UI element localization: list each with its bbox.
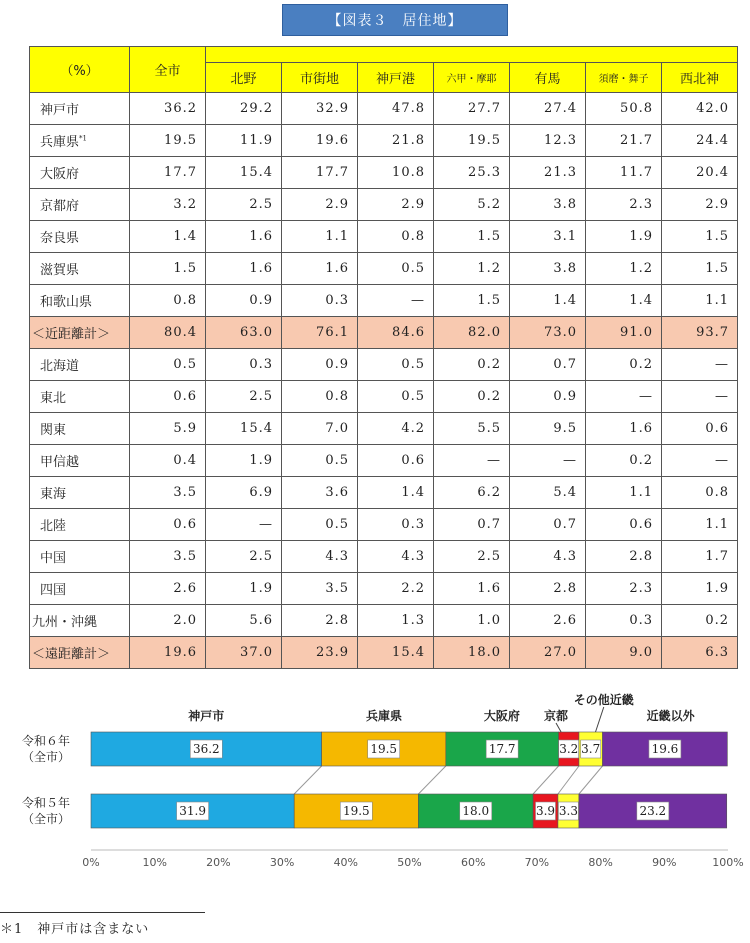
table-cell: — <box>510 445 586 477</box>
row-label <box>30 157 130 189</box>
table-cell: 2.6 <box>510 605 586 637</box>
table-cell: 6.3 <box>662 637 738 669</box>
table-row <box>30 605 738 637</box>
table-cell: 25.3 <box>434 157 510 189</box>
column-header: 神戸港 <box>358 63 434 93</box>
table-row <box>30 349 738 381</box>
table-cell: 1.6 <box>206 253 282 285</box>
table-cell: 76.1 <box>282 317 358 349</box>
figure-title: 【図表３ 居住地】 <box>282 4 508 36</box>
table-cell: 3.8 <box>510 189 586 221</box>
table-cell: 1.5 <box>434 285 510 317</box>
row-label-text: 東海 <box>40 487 67 502</box>
table-cell: 93.7 <box>662 317 738 349</box>
row-label <box>30 349 130 381</box>
table-cell: 1.9 <box>586 221 662 253</box>
table-cell: 0.2 <box>586 445 662 477</box>
series-connector-line <box>294 766 321 794</box>
row-label-text: 神戸市 <box>40 103 80 118</box>
data-label: 19.5 <box>370 742 398 756</box>
column-header: 北野 <box>206 63 282 93</box>
row-label <box>30 93 130 125</box>
row-label-text: 京都府 <box>40 199 80 214</box>
row-label <box>30 605 130 637</box>
series-label-leader <box>556 723 561 732</box>
x-tick-label: 10% <box>142 856 167 868</box>
table-cell: 1.4 <box>358 477 434 509</box>
table-cell: 0.5 <box>282 445 358 477</box>
table-cell: 1.1 <box>662 285 738 317</box>
series-label: 京都 <box>544 709 569 723</box>
table-cell: 2.5 <box>206 541 282 573</box>
table-cell: 17.7 <box>130 157 206 189</box>
table-cell: 2.5 <box>206 189 282 221</box>
row-label-text: 四国 <box>40 583 67 598</box>
table-corner-label: （%） <box>30 47 130 93</box>
table-cell: 2.5 <box>434 541 510 573</box>
table-cell: 27.4 <box>510 93 586 125</box>
data-label: 19.5 <box>342 804 370 818</box>
table-cell: 4.3 <box>358 541 434 573</box>
table-cell: 3.2 <box>130 189 206 221</box>
table-cell: 4.3 <box>282 541 358 573</box>
table-cell: 1.9 <box>206 573 282 605</box>
row-label-text: 関東 <box>40 423 67 438</box>
table-cell: 42.0 <box>662 93 738 125</box>
table-cell: 2.8 <box>586 541 662 573</box>
table-cell: 27.7 <box>434 93 510 125</box>
row-label <box>30 573 130 605</box>
table-row <box>30 445 738 477</box>
row-label <box>30 541 130 573</box>
table-cell: 21.3 <box>510 157 586 189</box>
table-cell: 0.9 <box>206 285 282 317</box>
table-cell: 1.6 <box>282 253 358 285</box>
stacked-bar-chart <box>0 690 750 868</box>
table-cell: — <box>358 285 434 317</box>
table-cell: 1.5 <box>662 221 738 253</box>
table-cell: 32.9 <box>282 93 358 125</box>
table-cell: 1.2 <box>586 253 662 285</box>
category-label: 令和５年 <box>21 796 71 810</box>
table-row <box>30 189 738 221</box>
table-cell: 0.9 <box>510 381 586 413</box>
series-label: 神戸市 <box>188 709 225 723</box>
table-cell: 82.0 <box>434 317 510 349</box>
table-cell: 2.3 <box>586 573 662 605</box>
table-cell: 11.9 <box>206 125 282 157</box>
table-cell: 2.9 <box>282 189 358 221</box>
table-cell: 0.6 <box>130 381 206 413</box>
table-row <box>30 477 738 509</box>
row-label-text: 奈良県 <box>40 231 80 246</box>
table-cell: 37.0 <box>206 637 282 669</box>
table-cell: 5.5 <box>434 413 510 445</box>
series-label: 大阪府 <box>483 709 520 723</box>
table-cell: 80.4 <box>130 317 206 349</box>
table-cell: 5.4 <box>510 477 586 509</box>
table-cell: 3.5 <box>130 477 206 509</box>
x-tick-label: 60% <box>460 856 486 868</box>
series-connector-line <box>418 766 445 794</box>
table-cell: — <box>434 445 510 477</box>
table-cell: — <box>662 349 738 381</box>
table-row <box>30 157 738 189</box>
row-label-text: ＜遠距離計＞ <box>32 647 111 662</box>
table-cell: 91.0 <box>586 317 662 349</box>
table-cell: 15.4 <box>358 637 434 669</box>
table-cell: 2.0 <box>130 605 206 637</box>
x-tick-label: 90% <box>652 856 677 868</box>
table-cell: 20.4 <box>662 157 738 189</box>
table-cell: 1.1 <box>586 477 662 509</box>
table-cell: 3.5 <box>282 573 358 605</box>
table-cell: 1.2 <box>434 253 510 285</box>
row-label <box>30 317 130 349</box>
x-tick-label: 100% <box>712 856 744 868</box>
series-connector-line <box>533 766 558 794</box>
table-cell: 15.4 <box>206 157 282 189</box>
table-cell: 0.3 <box>206 349 282 381</box>
table-cell: 1.3 <box>358 605 434 637</box>
table-cell: 19.6 <box>282 125 358 157</box>
row-label-text: 九州・沖縄 <box>32 615 98 630</box>
table-cell: 29.2 <box>206 93 282 125</box>
x-tick-label: 0% <box>82 856 100 868</box>
table-cell: 1.7 <box>662 541 738 573</box>
table-row <box>30 509 738 541</box>
table-cell: 7.0 <box>282 413 358 445</box>
footnote: ＊1 神戸市は含まない <box>0 922 150 937</box>
table-subtotal-row <box>30 317 738 349</box>
column-header-all-city: 全市 <box>130 47 206 93</box>
row-label-text: 和歌山県 <box>40 295 93 310</box>
table-cell: 1.9 <box>662 573 738 605</box>
table-cell: 10.8 <box>358 157 434 189</box>
x-tick-label: 70% <box>524 856 550 868</box>
table-cell: 1.1 <box>662 509 738 541</box>
series-label: その他近畿 <box>573 693 634 707</box>
table-cell: 1.4 <box>510 285 586 317</box>
x-tick-label: 40% <box>333 856 359 868</box>
row-label-text: ＜近距離計＞ <box>32 327 111 342</box>
table-cell: 3.1 <box>510 221 586 253</box>
data-label: 3.3 <box>558 804 578 818</box>
table-cell: 0.6 <box>130 509 206 541</box>
row-label <box>30 125 130 157</box>
table-cell: 2.6 <box>130 573 206 605</box>
table-cell: 2.9 <box>662 189 738 221</box>
series-connector-line <box>579 766 603 794</box>
data-label: 31.9 <box>179 804 206 818</box>
table-cell: — <box>586 381 662 413</box>
row-label-text: 東北 <box>40 391 67 406</box>
table-cell: 0.2 <box>586 349 662 381</box>
row-label-text: 大阪府 <box>40 167 80 182</box>
row-label <box>30 509 130 541</box>
table-cell: 1.4 <box>130 221 206 253</box>
table-cell: 0.2 <box>662 605 738 637</box>
x-tick-label: 30% <box>269 856 295 868</box>
data-label: 3.2 <box>559 742 579 756</box>
table-cell: 1.6 <box>206 221 282 253</box>
table-subtotal-row <box>30 637 738 669</box>
series-label: 兵庫県 <box>366 709 403 723</box>
table-cell: 1.5 <box>434 221 510 253</box>
data-label: 17.7 <box>488 742 516 756</box>
table-cell: 17.7 <box>282 157 358 189</box>
table-cell: 0.4 <box>130 445 206 477</box>
table-cell: — <box>662 445 738 477</box>
x-tick-label: 20% <box>206 856 231 868</box>
table-cell: 73.0 <box>510 317 586 349</box>
table-cell: 19.5 <box>434 125 510 157</box>
table-cell: 3.8 <box>510 253 586 285</box>
table-cell: — <box>662 381 738 413</box>
table-row <box>30 93 738 125</box>
data-label: 23.2 <box>639 804 667 818</box>
table-cell: 1.6 <box>586 413 662 445</box>
column-header: 有馬 <box>510 63 586 93</box>
header-spacer <box>206 47 738 63</box>
table-cell: 63.0 <box>206 317 282 349</box>
table-cell: 6.2 <box>434 477 510 509</box>
data-label: 3.7 <box>581 742 601 756</box>
column-header: 市街地 <box>282 63 358 93</box>
table-cell: 2.2 <box>358 573 434 605</box>
table-cell: 19.5 <box>130 125 206 157</box>
table-cell: 27.0 <box>510 637 586 669</box>
category-label: 令和６年 <box>21 734 71 748</box>
table-cell: 5.9 <box>130 413 206 445</box>
table-cell: 0.6 <box>662 413 738 445</box>
table-cell: 1.1 <box>282 221 358 253</box>
table-cell: 47.8 <box>358 93 434 125</box>
table-cell: 3.5 <box>130 541 206 573</box>
table-row <box>30 381 738 413</box>
table-cell: 36.2 <box>130 93 206 125</box>
series-label-leader <box>596 707 604 732</box>
table-cell: 4.3 <box>510 541 586 573</box>
table-cell: 11.7 <box>586 157 662 189</box>
data-label: 18.0 <box>462 804 490 818</box>
table-cell: 0.7 <box>434 509 510 541</box>
table-cell: 0.2 <box>434 381 510 413</box>
table-cell: 9.0 <box>586 637 662 669</box>
footnote-marker: *1 <box>79 134 87 143</box>
table-cell: 2.3 <box>586 189 662 221</box>
table-cell: 21.7 <box>586 125 662 157</box>
table-cell: 3.6 <box>282 477 358 509</box>
footnote-divider <box>0 912 205 913</box>
row-label <box>30 637 130 669</box>
data-label: 3.9 <box>535 804 556 818</box>
table-row <box>30 221 738 253</box>
row-label <box>30 445 130 477</box>
data-label: 19.6 <box>651 742 679 756</box>
x-tick-label: 80% <box>588 856 613 868</box>
table-row <box>30 285 738 317</box>
table-cell: 1.5 <box>662 253 738 285</box>
table-cell: 21.8 <box>358 125 434 157</box>
category-label: （全市） <box>21 750 71 764</box>
table-cell: 0.3 <box>586 605 662 637</box>
table-row <box>30 413 738 445</box>
table-cell: 0.3 <box>282 285 358 317</box>
row-label <box>30 413 130 445</box>
table-cell: 0.8 <box>358 221 434 253</box>
table-row <box>30 125 738 157</box>
table-cell: 0.5 <box>130 349 206 381</box>
table-cell: 0.2 <box>434 349 510 381</box>
table-cell: 0.7 <box>510 349 586 381</box>
table-cell: 0.8 <box>130 285 206 317</box>
table-cell: 0.6 <box>586 509 662 541</box>
table-cell: 0.5 <box>358 381 434 413</box>
table-cell: 0.9 <box>282 349 358 381</box>
table-cell: 5.6 <box>206 605 282 637</box>
table-cell: 1.0 <box>434 605 510 637</box>
table-cell: 0.5 <box>282 509 358 541</box>
row-label <box>30 221 130 253</box>
x-tick-label: 50% <box>397 856 422 868</box>
table-cell: 18.0 <box>434 637 510 669</box>
row-label <box>30 477 130 509</box>
table-cell: 9.5 <box>510 413 586 445</box>
row-label <box>30 381 130 413</box>
table-cell: 50.8 <box>586 93 662 125</box>
series-label: 近畿以外 <box>646 709 695 723</box>
table-cell: 2.5 <box>206 381 282 413</box>
table-cell: 6.9 <box>206 477 282 509</box>
table-cell: 1.4 <box>586 285 662 317</box>
series-connector-line <box>558 766 579 794</box>
table-cell: 0.5 <box>358 349 434 381</box>
table-cell: 0.5 <box>358 253 434 285</box>
table-cell: 24.4 <box>662 125 738 157</box>
column-header: 須磨・舞子 <box>586 63 662 93</box>
table-cell: 1.9 <box>206 445 282 477</box>
table-cell: 0.8 <box>282 381 358 413</box>
table-cell: 0.6 <box>358 445 434 477</box>
table-cell: 12.3 <box>510 125 586 157</box>
row-label-text: 甲信越 <box>40 455 80 470</box>
row-label-text: 兵庫県 <box>40 135 80 150</box>
table-cell: 2.8 <box>510 573 586 605</box>
table-cell: 1.6 <box>434 573 510 605</box>
row-label <box>30 253 130 285</box>
row-label <box>30 189 130 221</box>
table-cell: 84.6 <box>358 317 434 349</box>
table-cell: 4.2 <box>358 413 434 445</box>
data-label: 36.2 <box>192 742 220 756</box>
residence-table <box>29 46 738 669</box>
table-cell: 2.9 <box>358 189 434 221</box>
table-cell: 0.7 <box>510 509 586 541</box>
row-label-text: 北海道 <box>40 359 80 374</box>
table-cell: 0.3 <box>358 509 434 541</box>
table-cell: 2.8 <box>282 605 358 637</box>
table-cell: 5.2 <box>434 189 510 221</box>
table-cell: 1.5 <box>130 253 206 285</box>
column-header: 西北神 <box>662 63 738 93</box>
table-row <box>30 541 738 573</box>
row-label-text: 中国 <box>40 551 67 566</box>
column-header: 六甲・摩耶 <box>434 63 510 93</box>
table-row <box>30 573 738 605</box>
table-cell: 19.6 <box>130 637 206 669</box>
row-label <box>30 285 130 317</box>
table-cell: — <box>206 509 282 541</box>
table-cell: 23.9 <box>282 637 358 669</box>
table-row <box>30 253 738 285</box>
table-cell: 0.8 <box>662 477 738 509</box>
table-cell: 15.4 <box>206 413 282 445</box>
row-label-text: 北陸 <box>40 519 67 534</box>
category-label: （全市） <box>21 812 71 826</box>
row-label-text: 滋賀県 <box>40 263 80 278</box>
